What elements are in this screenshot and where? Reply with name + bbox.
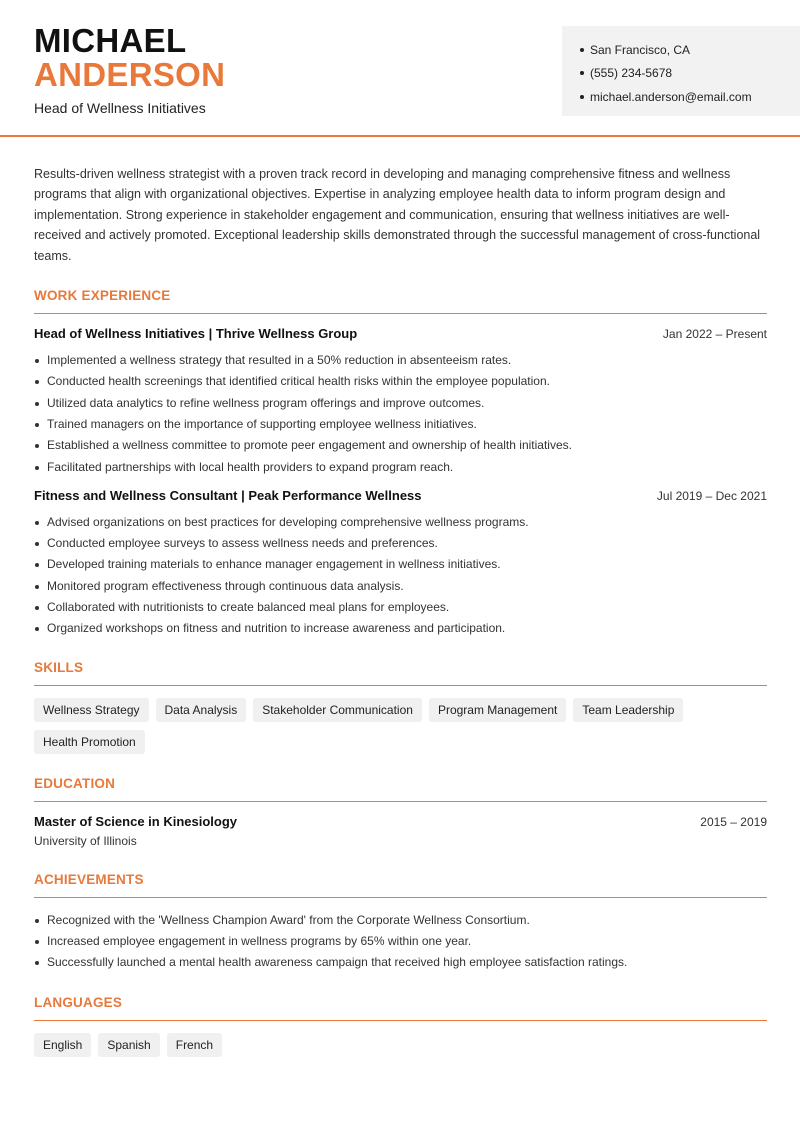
headline-title: Head of Wellness Initiatives <box>34 100 206 116</box>
skill-tag: Team Leadership <box>573 698 683 722</box>
list-item: Collaborated with nutritionists to create balanced meal plans for employees. <box>34 597 767 618</box>
job-role: Head of Wellness Initiatives | Thrive Wellness Group <box>34 326 358 342</box>
job-dates: Jul 2019 – Dec 2021 <box>656 488 767 503</box>
education-dates: 2015 – 2019 <box>700 814 767 829</box>
first-name: MICHAEL <box>34 22 187 59</box>
list-item: Facilitated partnerships with local health providers to expand program reach. <box>34 457 767 478</box>
language-tag: French <box>167 1033 222 1057</box>
job-header <box>34 488 767 508</box>
resume-body <box>34 164 767 1057</box>
section-title-work: WORK EXPERIENCE <box>34 288 767 314</box>
languages-section <box>34 995 767 1057</box>
language-tag: English <box>34 1033 91 1057</box>
list-item: Recognized with the 'Wellness Champion Award' from the Corporate Wellness Consortium. <box>34 910 767 931</box>
contact-phone-text: (555) 234-5678 <box>590 66 673 81</box>
list-item: Conducted health screenings that identified critical health risks within the employee population. <box>34 371 767 392</box>
list-item: Organized workshops on fitness and nutrition to increase awareness and participation. <box>34 618 767 639</box>
job-bullets <box>34 350 767 478</box>
languages-tags <box>34 1033 767 1057</box>
bullet-icon <box>580 95 584 99</box>
section-title-skills: SKILLS <box>34 660 767 686</box>
achievements-list <box>34 910 767 974</box>
professional-summary: Results-driven wellness strategist with a proven track record in developing and managing comprehensive fitness and wellness programs that align with organizational objectives. Expertise in analyzing employee health data to inform program design and implementation. Strong experience in stakeholder engagement and communication, ensuring that wellness initiatives are well-received and actively promoted. Exceptional leadership skills demonstrated through the successful management of cross-functional teams. <box>34 167 761 263</box>
contact-email-text: michael.anderson@email.com <box>590 89 752 104</box>
job-bullets <box>34 512 767 640</box>
list-item: Implemented a wellness strategy that resulted in a 50% reduction in absenteeism rates. <box>34 350 767 371</box>
bullet-icon <box>580 71 584 75</box>
language-tag: Spanish <box>98 1033 159 1057</box>
job-entry <box>34 488 767 640</box>
job-role: Fitness and Wellness Consultant | Peak Performance Wellness <box>34 487 422 503</box>
list-item: Established a wellness committee to promote peer engagement and ownership of health initiatives. <box>34 435 767 456</box>
contact-box <box>562 26 800 116</box>
section-title-education: EDUCATION <box>34 776 767 802</box>
education-degree: Master of Science in Kinesiology <box>34 813 237 829</box>
contact-email <box>580 85 800 109</box>
list-item: Trained managers on the importance of supporting employee wellness initiatives. <box>34 414 767 435</box>
list-item: Developed training materials to enhance manager engagement in wellness initiatives. <box>34 554 767 575</box>
job-header <box>34 326 767 346</box>
work-experience-section <box>34 288 767 640</box>
list-item: Utilized data analytics to refine wellness program offerings and improve outcomes. <box>34 393 767 414</box>
achievements-section <box>34 872 767 974</box>
section-title-achievements: ACHIEVEMENTS <box>34 872 767 898</box>
skill-tag: Stakeholder Communication <box>253 698 422 722</box>
skill-tag: Health Promotion <box>34 730 145 754</box>
list-item: Advised organizations on best practices for developing comprehensive wellness programs. <box>34 512 767 533</box>
list-item: Conducted employee surveys to assess wellness needs and preferences. <box>34 533 767 554</box>
skills-tags <box>34 698 767 754</box>
education-school: University of Illinois <box>34 833 137 848</box>
list-item: Successfully launched a mental health awareness campaign that received high employee satisfaction ratings. <box>34 952 767 973</box>
contact-phone <box>580 62 800 86</box>
bullet-icon <box>580 48 584 52</box>
contact-location-text: San Francisco, CA <box>590 42 691 57</box>
resume-header <box>0 0 800 137</box>
last-name: ANDERSON <box>34 56 226 93</box>
skill-tag: Data Analysis <box>156 698 247 722</box>
list-item: Monitored program effectiveness through continuous data analysis. <box>34 576 767 597</box>
skill-tag: Wellness Strategy <box>34 698 149 722</box>
contact-location <box>580 38 800 62</box>
education-header <box>34 814 767 829</box>
list-item: Increased employee engagement in wellness programs by 65% within one year. <box>34 931 767 952</box>
skill-tag: Program Management <box>429 698 566 722</box>
job-dates: Jan 2022 – Present <box>662 327 767 342</box>
job-entry <box>34 326 767 478</box>
section-title-languages: LANGUAGES <box>34 995 767 1021</box>
education-section <box>34 776 767 848</box>
skills-section <box>34 660 767 754</box>
